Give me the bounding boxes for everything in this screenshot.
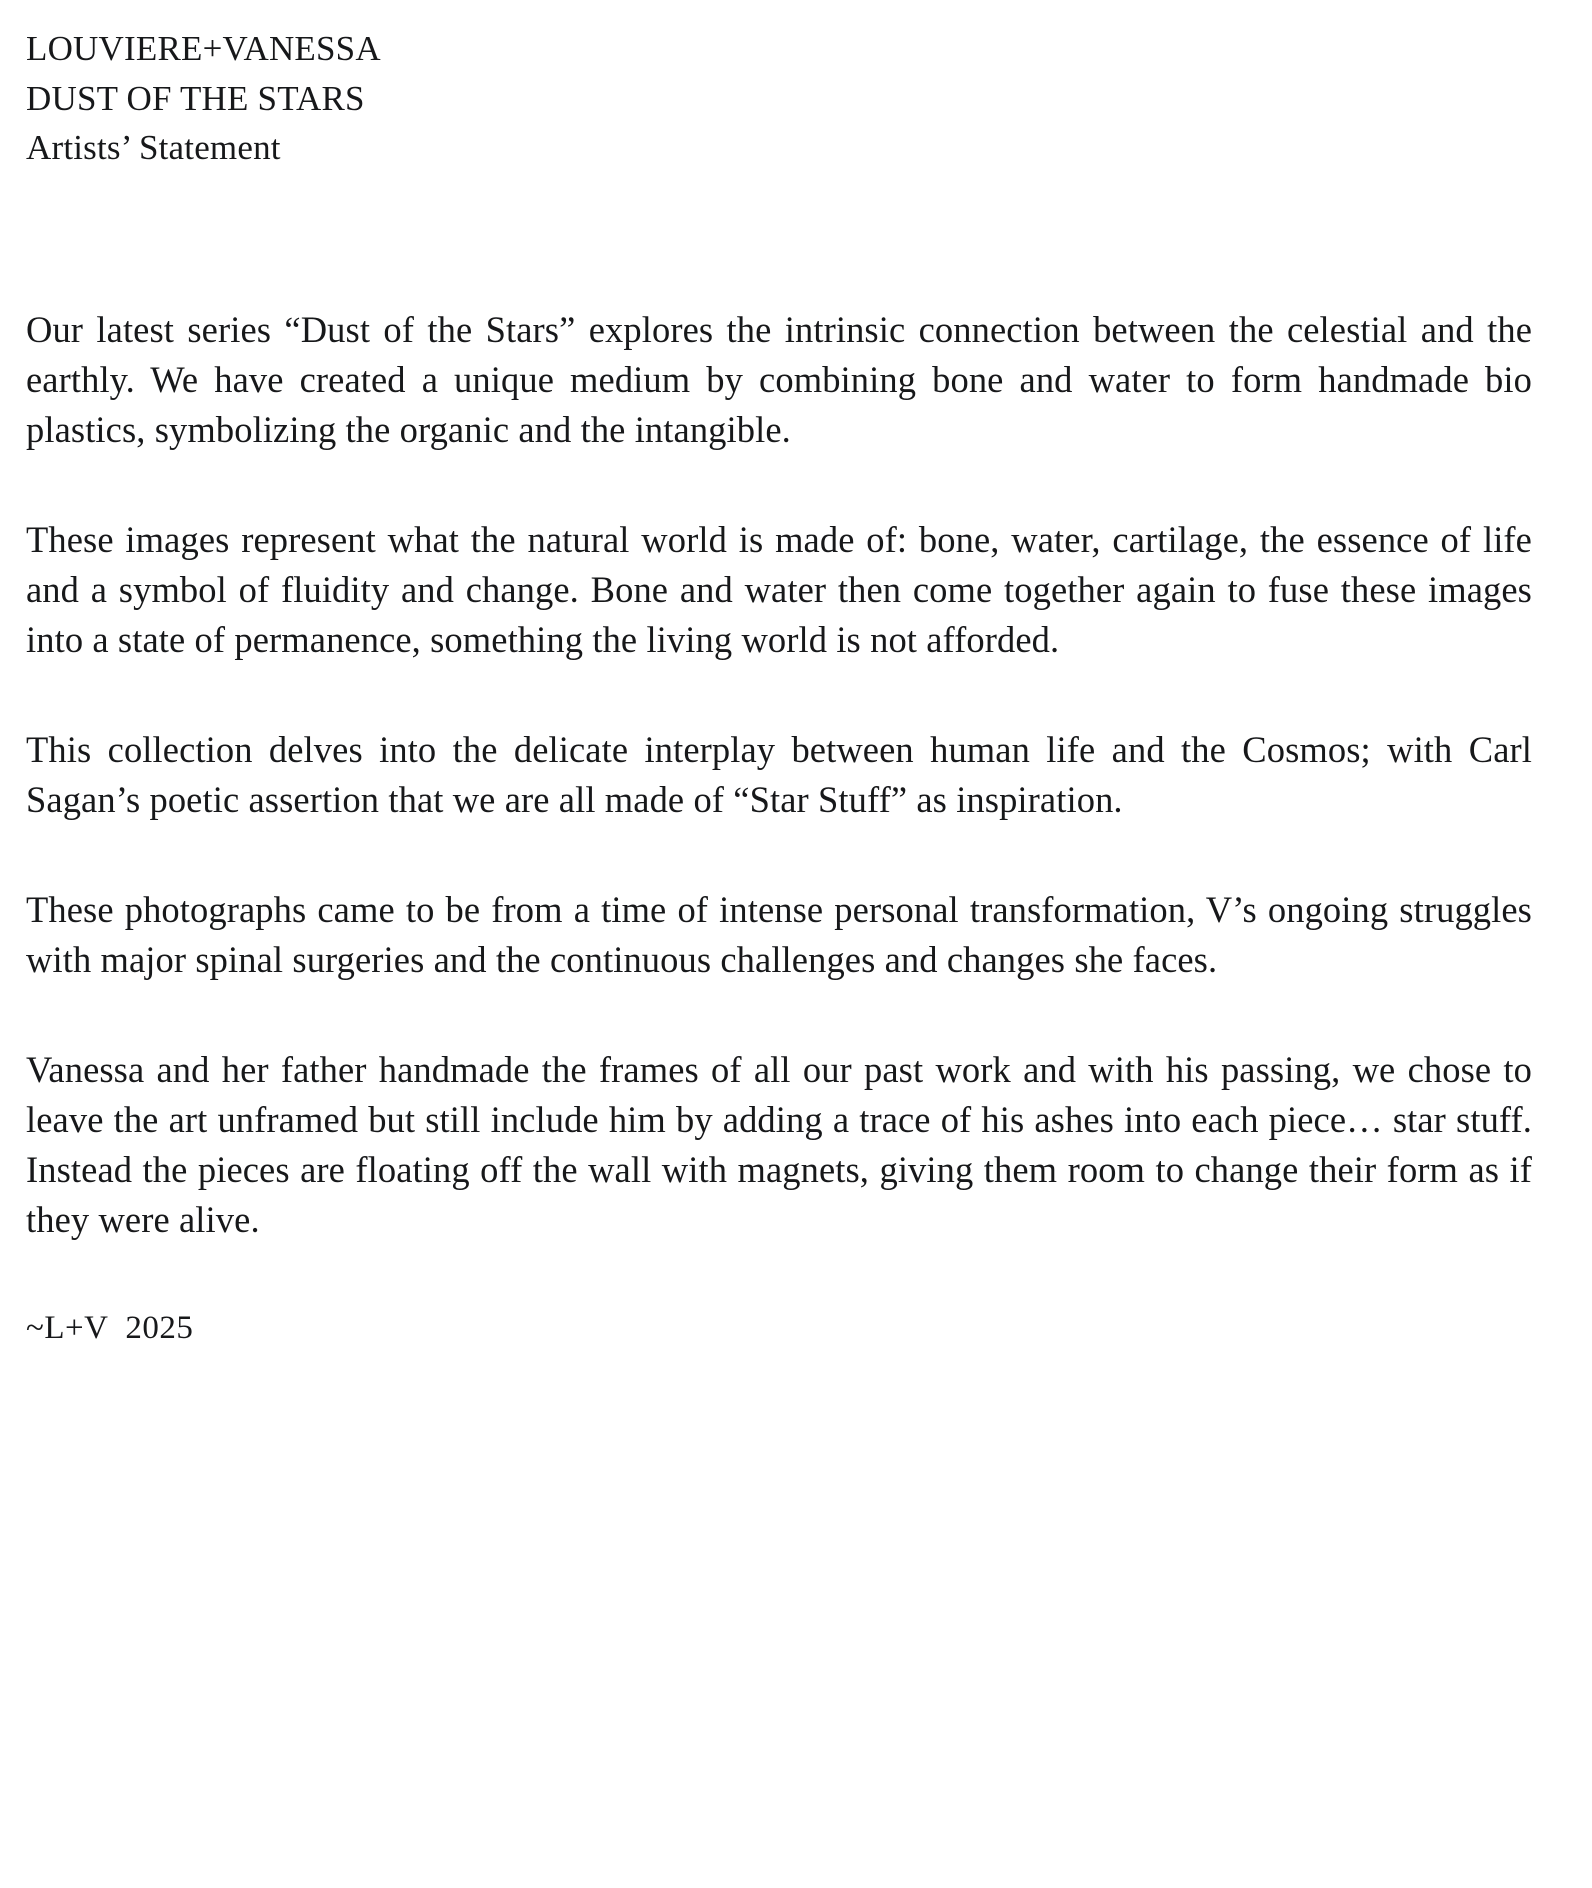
paragraph: Our latest series “Dust of the Stars” explores the intrinsic connection between the celestial and the earthly. We have created a unique medium by combining bone and water to form handmade bio plastics, symbolizing the organic and the intangible. — [26, 309, 1532, 451]
document-header — [26, 24, 1532, 173]
paragraph: These photographs came to be from a time of intense personal transformation, V’s ongoing struggles with major spinal surgeries and the continuous challenges and changes she faces. — [26, 889, 1532, 981]
paragraph: This collection delves into the delicate interplay between human life and the Cosmos; with Carl Sagan’s poetic assertion that we are all made of “Star Stuff” as inspiration. — [26, 729, 1532, 821]
paragraph: Vanessa and her father handmade the frames of all our past work and with his passing, we chose to leave the art unframed but still include him by adding a trace of his ashes into each piece… star stuff. Instead the pieces are floating off the wall with magnets, giving them room to change their form as if they were alive. — [26, 1049, 1532, 1241]
statement-body — [26, 305, 1532, 1245]
document-subtitle: Artists’ Statement — [26, 128, 281, 168]
signature-line: ~L+V 2025 — [26, 1310, 194, 1347]
series-title: DUST OF THE STARS — [26, 78, 365, 118]
paragraph: These images represent what the natural world is made of: bone, water, cartilage, the essence of life and a symbol of fluidity and change. Bone and water then come together again to fuse these images into a state of permanence, something the living world is not afforded. — [26, 519, 1532, 661]
artist-name: LOUVIERE+VANESSA — [26, 29, 381, 68]
